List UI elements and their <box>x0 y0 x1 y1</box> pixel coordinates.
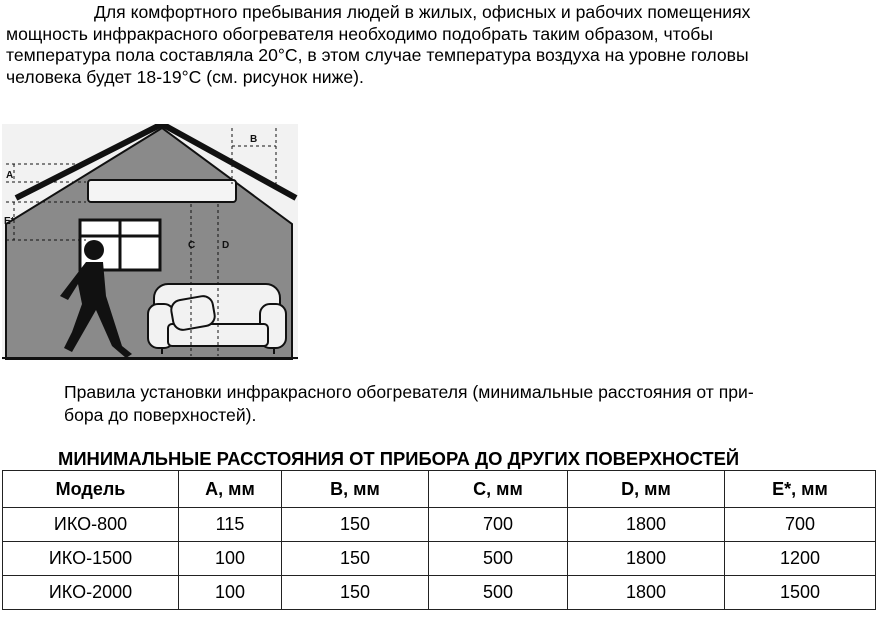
sofa-icon <box>148 284 286 354</box>
cell-b: 150 <box>282 508 429 542</box>
cell-b: 150 <box>282 542 429 576</box>
table-row <box>3 508 876 542</box>
header-model: Модель <box>3 471 179 508</box>
distances-table <box>2 470 876 610</box>
cell-d: 1800 <box>568 508 725 542</box>
installation-diagram <box>2 124 298 360</box>
caption-line: Правила установки инфракрасного обогревателя (минимальные расстояния от при- <box>64 382 754 402</box>
intro-line: мощность инфракрасного обогревателя необходимо подобрать таким образом, чтобы <box>6 23 713 44</box>
header-c: C, мм <box>429 471 568 508</box>
header-d: D, мм <box>568 471 725 508</box>
header-a: A, мм <box>179 471 282 508</box>
cell-a: 100 <box>179 542 282 576</box>
cell-d: 1800 <box>568 542 725 576</box>
diagram-caption <box>64 381 864 426</box>
header-e: E*, мм <box>725 471 876 508</box>
label-c: C <box>188 240 196 251</box>
heater-icon <box>88 180 236 202</box>
intro-line: температура пола составляла 20°С, в этом случае температура воздуха на уровне головы <box>6 45 749 65</box>
cell-e: 700 <box>725 508 876 542</box>
intro-line: человека будет 18-19°С (см. рисунок ниже). <box>6 66 364 87</box>
cell-b: 150 <box>282 576 429 610</box>
table-row <box>3 542 876 576</box>
cell-model: ИКО-1500 <box>3 542 179 576</box>
intro-line: Для комфортного пребывания людей в жилых, офисных и рабочих помещениях <box>94 2 751 22</box>
cell-d: 1800 <box>568 576 725 610</box>
table-row <box>3 576 876 610</box>
table-header-row <box>3 471 876 508</box>
cell-c: 700 <box>429 508 568 542</box>
label-e: E* <box>4 216 15 227</box>
intro-paragraph <box>6 2 876 88</box>
table-title: МИНИМАЛЬНЫЕ РАССТОЯНИЯ ОТ ПРИБОРА ДО ДРУГИХ ПОВЕРХНОСТЕЙ <box>58 448 740 469</box>
cell-e: 1200 <box>725 542 876 576</box>
caption-line: бора до поверхностей). <box>64 404 257 425</box>
label-a: A <box>6 170 14 181</box>
cell-c: 500 <box>429 576 568 610</box>
cell-a: 115 <box>179 508 282 542</box>
cell-model: ИКО-2000 <box>3 576 179 610</box>
cell-e: 1500 <box>725 576 876 610</box>
cell-a: 100 <box>179 576 282 610</box>
cell-c: 500 <box>429 542 568 576</box>
header-b: B, мм <box>282 471 429 508</box>
label-d: D <box>222 240 230 251</box>
label-b: B <box>250 134 258 145</box>
cell-model: ИКО-800 <box>3 508 179 542</box>
